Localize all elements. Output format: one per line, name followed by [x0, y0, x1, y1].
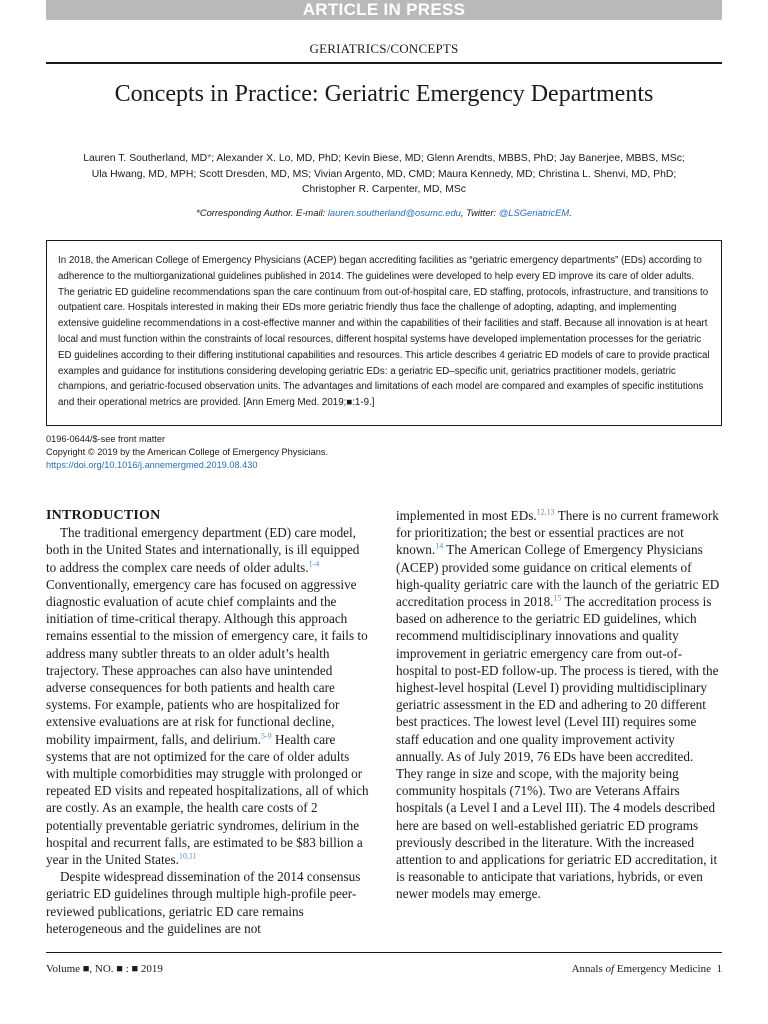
journal-name-rest: Emergency Medicine: [614, 963, 711, 975]
footer-rule: [46, 952, 722, 953]
paragraph: Despite widespread dissemination of the 2014 consensus geriatric ED guidelines through multiple high-profile peer-reviewed publications, geriatric ED care remains heterogeneous and the guidelines are not: [46, 869, 361, 936]
journal-name-of: of: [605, 963, 615, 975]
article-title: Concepts in Practice: Geriatric Emergency Departments: [114, 81, 654, 107]
journal-name: Annals: [571, 963, 606, 975]
paragraph-text: Conventionally, emergency care has focused on aggressive diagnostic evaluation of acute chief complaints and the initiation of time-critical therapy. Although this approach remains essential to the mission of emergency care, it fails to address many subtler threats to an older adult’s health trajectory. These approaches can also have unintended adverse consequences for both patients and health care systems. For example, patients who are hospitalized for extensive evaluations are at risk for functional decline, mobility impairment, falls, and delirium.: [46, 576, 368, 747]
paragraph-text: Health care systems that are not optimized for the care of older adults with multiple comorbidities may struggle with prolonged or repeated ED visits and repeated hospitalizations, all of which are costly. As an example, the health care costs of 2 potentially preventable geriatric syndromes, delirium in the hospital and recurrent falls, are estimated to be $83 billion a year in the United States.: [46, 731, 369, 868]
paragraph: [396, 507, 722, 903]
abstract-box: In 2018, the American College of Emergency Physicians (ACEP) began accrediting facilities as “geriatric emergency departments” (EDs) according to adherence to the multiorganizational guidelines published in 2014. The guidelines were developed to help every ED improve its care of older adults. The geriatric ED guideline recommendations span the care continuum from out-of-hospital care, ED staffing, protocols, infrastructure, and transitions to outpatient care. Hospitals interested in making their EDs more geriatric friendly thus face the challenge of adopting, adapting, and implementing extensive guideline recommendations in a cost-effective manner and within the capabilities of their facilities and staff. Because all innovation is at heart local and must function within the constraints of local resources, different hospital systems have developed implementation processes for the geriatric ED guidelines according to their differing institutional capabilities and resources. This article describes 4 geriatric ED models of care to provide practical examples and guidance for institutions considering developing geriatric EDs: a geriatric ED–specific unit, geriatrics practitioner models, geriatric champions, and geriatric-focused observation units. The advantages and limitations of each model are compared and examples of specific institutions and their operational metrics are provided. [Ann Emerg Med. 2019;■:1-9.]: [46, 240, 722, 426]
page-number: 1: [716, 963, 722, 975]
author-line-3: Christopher R. Carpenter, MD, MSc: [302, 184, 466, 195]
author-line-1: [40, 151, 728, 167]
article-in-press-banner: ARTICLE IN PRESS: [46, 0, 722, 20]
citation-link[interactable]: 1-4: [308, 559, 320, 569]
corresponding-author-marker[interactable]: *: [207, 153, 212, 164]
issn-line: 0196-0644/$-see front matter: [46, 434, 165, 444]
front-matter: [46, 433, 722, 472]
author-list: [40, 151, 728, 198]
citation-link[interactable]: 12,13: [536, 507, 555, 517]
citation-link[interactable]: 15: [553, 593, 562, 603]
corresponding-author-note: [0, 207, 768, 218]
citation-link[interactable]: 14: [435, 542, 444, 552]
left-column: [46, 507, 372, 937]
corr-prefix: *Corresponding Author. E-mail:: [196, 207, 328, 218]
paragraph-text: The traditional emergency department (ED) care model, both in the United States and internationally, is ill equipped to address the complex care needs of older adults.: [46, 525, 360, 575]
section-label: GERIATRICS/CONCEPTS: [309, 41, 459, 56]
copyright-line: Copyright © 2019 by the American College of Emergency Physicians.: [46, 447, 329, 457]
corr-suffix: .: [569, 207, 572, 218]
right-column: [396, 507, 722, 903]
author-line-2: Ula Hwang, MD, MPH; Scott Dresden, MD, MS; Vivian Argento, MD, CMD; Maura Kennedy, MD; Christina L. Shenvi, MD, PhD;: [91, 168, 677, 180]
paragraph-text: implemented in most EDs.: [396, 508, 537, 523]
paragraph-text: The American College of Emergency Physicians (ACEP) provided some guidance on critical elements of high-quality geriatric care with the launch of the geriatric ED accreditation process in 2018.: [396, 542, 720, 610]
doi-link[interactable]: https://doi.org/10.1016/j.annemergmed.2019.08.430: [46, 460, 258, 470]
journal-footer: [572, 963, 722, 975]
citation-link[interactable]: 5-9: [261, 731, 272, 741]
section-heading: INTRODUCTION: [46, 508, 161, 523]
twitter-link[interactable]: @LSGeriatricEM: [498, 207, 570, 218]
header-rule: [46, 62, 722, 64]
email-link[interactable]: lauren.southerland@osumc.edu: [327, 207, 461, 218]
paragraph: [46, 524, 372, 868]
author-name: Lauren T. Southerland, MD: [83, 153, 208, 164]
corr-middle: , Twitter:: [460, 207, 499, 218]
citation-link[interactable]: 10,11: [178, 851, 197, 861]
volume-issue: Volume ■, NO. ■ : ■ 2019: [46, 963, 163, 975]
author-names: ; Alexander X. Lo, MD, PhD; Kevin Biese, MD; Glenn Arendts, MBBS, PhD; Jay Banerjee, MBBS, MSc;: [211, 153, 685, 164]
paragraph-text: The accreditation process is based on adherence to the geriatric ED guidelines, which recommend multidisciplinary innovations and quality improvement in geriatric emergency care from out-of-hospital to post-ED follow-up. The process is tiered, with the highest-level hospital (Level I) providing multidisciplinary geriatric assessment in the ED and adhering to 20 different best practices. The lowest level (Level III) requires some staff education and one quality improvement activity annually. As of July 2019, 76 EDs have been accredited. They range in size and scope, with the majority being community hospitals (71%). Two are Veterans Affairs hospitals (a Level I and a Level III). The 4 models described here are based on well-established geriatric ED programs previously described in the literature. With the increased attention to and applications for geriatric ED accreditation, it is reasonable to anticipate that variations, hybrids, or even newer models may emerge.: [396, 594, 719, 902]
paragraph-text: There is no current framework for prioritization; the best or essential practices are not known.: [396, 508, 719, 558]
